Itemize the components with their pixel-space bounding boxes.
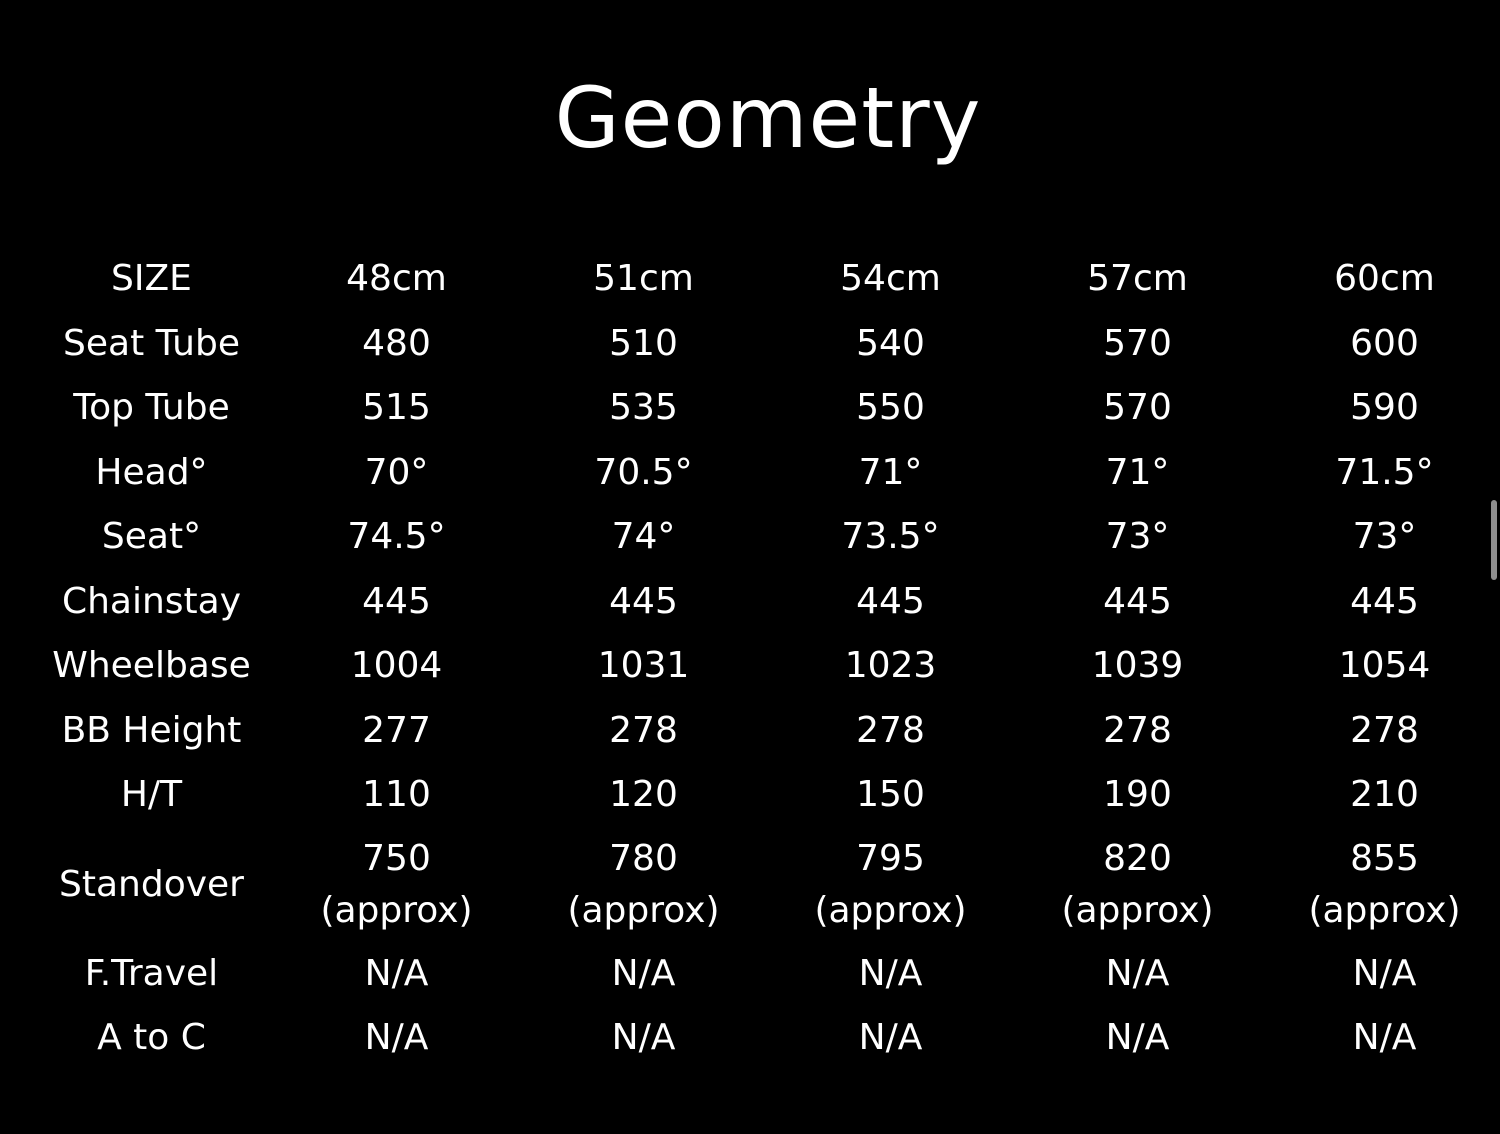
- table-cell: [1261, 828, 1500, 942]
- table-cell: 510: [609, 322, 678, 364]
- table-cell: 445: [856, 580, 925, 622]
- table-cell: 535: [609, 387, 678, 429]
- table-cell: N/A: [1352, 952, 1417, 994]
- table-cell: 445: [362, 580, 431, 622]
- table-cell: 71°: [858, 451, 923, 493]
- cell-note: (approx): [1308, 889, 1461, 931]
- table-cell: N/A: [1105, 1017, 1170, 1059]
- table-cell: 550: [856, 387, 925, 429]
- table-cell: [767, 828, 1014, 942]
- table-cell: 480: [362, 322, 431, 364]
- cell-note: (approx): [1061, 889, 1214, 931]
- table-cell: 120: [609, 774, 678, 816]
- table-cell: 570: [1103, 387, 1172, 429]
- table-row: [30, 828, 1500, 942]
- table-cell: N/A: [1352, 1017, 1417, 1059]
- table-cell: N/A: [1105, 952, 1170, 994]
- row-label: H/T: [120, 774, 183, 816]
- table-cell: [520, 828, 767, 942]
- row-label: Seat°: [101, 516, 202, 558]
- table-row: [30, 376, 1500, 441]
- table-row: [30, 505, 1500, 570]
- row-label: Chainstay: [61, 580, 242, 622]
- size-column-header: 48cm: [346, 258, 447, 300]
- row-label: Top Tube: [73, 387, 230, 429]
- table-cell: N/A: [858, 952, 923, 994]
- table-cell: 277: [362, 709, 431, 751]
- table-cell: 1031: [597, 645, 690, 687]
- table-cell: [273, 828, 520, 942]
- table-cell: 70°: [364, 451, 429, 493]
- table-row: [30, 312, 1500, 377]
- table-cell: 150: [856, 774, 925, 816]
- vertical-scrollbar[interactable]: [1491, 500, 1497, 580]
- size-column-header: 57cm: [1087, 258, 1188, 300]
- row-label: Standover: [59, 863, 244, 905]
- table-cell: N/A: [858, 1017, 923, 1059]
- table-cell: 71.5°: [1335, 451, 1434, 493]
- table-row: [30, 441, 1500, 506]
- cell-note: (approx): [320, 889, 473, 931]
- table-cell: N/A: [364, 1017, 429, 1059]
- row-label: BB Height: [61, 709, 242, 751]
- table-row: [30, 570, 1500, 635]
- table-header-row: [30, 247, 1500, 312]
- size-column-header: 51cm: [593, 258, 694, 300]
- table-cell: 600: [1350, 322, 1419, 364]
- size-column-header: 54cm: [840, 258, 941, 300]
- table-cell: 590: [1350, 387, 1419, 429]
- row-label: F.Travel: [84, 952, 219, 994]
- cell-value: 820: [1103, 837, 1172, 879]
- row-label: A to C: [97, 1017, 206, 1059]
- table-cell: 445: [1350, 580, 1419, 622]
- table-cell: 70.5°: [594, 451, 693, 493]
- size-header-label: SIZE: [111, 258, 192, 300]
- table-cell: 190: [1103, 774, 1172, 816]
- table-cell: 278: [1103, 709, 1172, 751]
- size-column-header: 60cm: [1334, 258, 1435, 300]
- table-cell: 278: [1350, 709, 1419, 751]
- table-cell: [1014, 828, 1261, 942]
- table-cell: N/A: [364, 952, 429, 994]
- table-row: [30, 763, 1500, 828]
- table-cell: 110: [362, 774, 431, 816]
- table-cell: 210: [1350, 774, 1419, 816]
- table-cell: 445: [1103, 580, 1172, 622]
- cell-value: 855: [1350, 837, 1419, 879]
- row-label: Seat Tube: [63, 322, 240, 364]
- table-row: [30, 942, 1500, 1007]
- row-label: Wheelbase: [52, 645, 251, 687]
- cell-note: (approx): [814, 889, 967, 931]
- cell-value: 750: [362, 837, 431, 879]
- table-cell: N/A: [611, 1017, 676, 1059]
- cell-value: 780: [609, 837, 678, 879]
- table-cell: 540: [856, 322, 925, 364]
- table-cell: 278: [609, 709, 678, 751]
- table-cell: 278: [856, 709, 925, 751]
- table-cell: N/A: [611, 952, 676, 994]
- cell-note: (approx): [567, 889, 720, 931]
- page-title: Geometry: [554, 69, 982, 167]
- table-cell: 570: [1103, 322, 1172, 364]
- table-cell: 1054: [1338, 645, 1431, 687]
- cell-value: 795: [856, 837, 925, 879]
- table-cell: 445: [609, 580, 678, 622]
- table-cell: 73°: [1105, 516, 1170, 558]
- table-cell: 515: [362, 387, 431, 429]
- table-cell: 73°: [1352, 516, 1417, 558]
- table-row: [30, 1006, 1500, 1071]
- table-cell: 71°: [1105, 451, 1170, 493]
- row-label: Head°: [95, 451, 208, 493]
- table-row: [30, 699, 1500, 764]
- table-cell: 1023: [844, 645, 937, 687]
- table-row: [30, 634, 1500, 699]
- geometry-table: [30, 247, 1500, 1071]
- table-cell: 74°: [611, 516, 676, 558]
- table-cell: 1039: [1091, 645, 1184, 687]
- table-cell: 1004: [350, 645, 443, 687]
- table-cell: 74.5°: [347, 516, 446, 558]
- table-cell: 73.5°: [841, 516, 940, 558]
